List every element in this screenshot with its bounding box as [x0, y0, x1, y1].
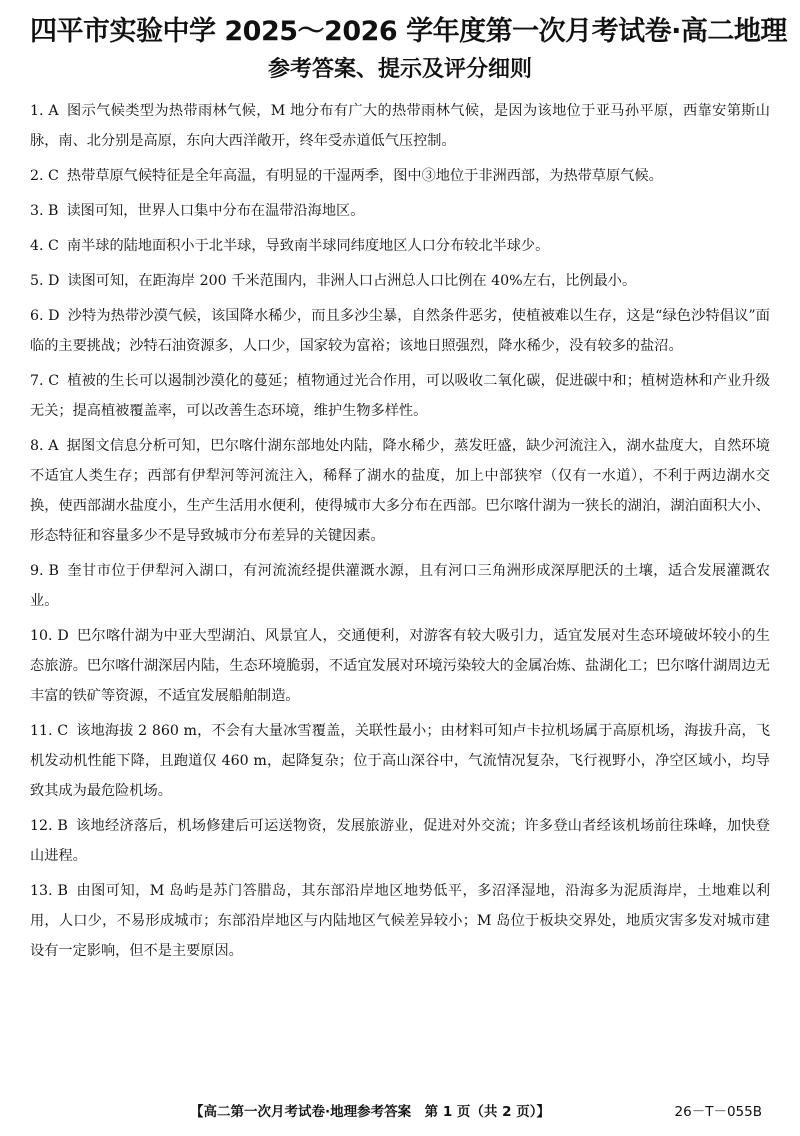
answer-explanation: 南半球的陆地面积小于北半球，导致南半球同纬度地区人口分布较北半球少。 — [66, 238, 550, 254]
answer-item — [30, 196, 770, 226]
answer-number: 1. A — [30, 103, 59, 119]
footer-page-info: 【高二第一次月考试卷·地理参考答案 第 1 页（共 2 页）】 — [190, 1104, 550, 1120]
answer-item — [30, 621, 770, 711]
answer-item — [30, 96, 770, 156]
answer-number: 6. D — [30, 308, 60, 324]
answer-explanation: 该地海拔 2 860 m，不会有大量冰雪覆盖，关联性最小；由材料可知卢卡拉机场属于高原机场，海拔升高，飞机发动机性能下降，且跑道仅 460 m，起降复杂；位于高山深谷中，气流情况复杂，飞行视野小，净空区域小，均导致其成为最危险机场。 — [30, 723, 771, 799]
answer-number: 8. A — [30, 438, 59, 454]
answer-item — [30, 811, 770, 871]
answer-number: 12. B — [30, 818, 68, 834]
answer-explanation: 巴尔喀什湖为中亚大型湖泊、风景宜人，交通便利，对游客有较大吸引力，适宜发展对生态环境破坏较小的生态旅游。巴尔喀什湖深居内陆，生态环境脆弱，不适宜发展对环境污染较大的金属冶炼、盐湖化工；巴尔喀什湖周边无丰富的铁矿等资源，不适宜发展船舶制造。 — [30, 628, 770, 704]
answer-explanation: 读图可知，在距海岸 200 千米范围内，非洲人口占洲总人口比例在 40%左右，比例最小。 — [67, 273, 637, 289]
answer-explanation: 该地经济落后，机场修建后可运送物资，发展旅游业，促进对外交流；许多登山者经该机场前往珠峰，加快登山进程。 — [30, 818, 770, 864]
answer-explanation: 据图文信息分析可知，巴尔喀什湖东部地处内陆，降水稀少，蒸发旺盛，缺少河流注入，湖水盐度大，自然环境不适宜人类生存；西部有伊犁河等河流注入，稀释了湖水的盐度，加上中部狭窄（仅有一水道），不利于两边湖水交换，使西部湖水盐度小，生产生活用水便利，使得城市大多分布在西部。巴尔喀什湖为一狭长的湖泊，湖泊面积大小、形态特征和容量多少不是导致城市分布差异的关键因素。 — [30, 438, 770, 544]
answer-number: 13. B — [30, 883, 68, 899]
answer-number: 10. D — [30, 628, 69, 644]
answer-item — [30, 366, 770, 426]
answer-explanation: 沙特为热带沙漠气候，该国降水稀少，而且多沙尘暴，自然条件恶劣，使植被难以生存，这是“绿色沙特倡议”面临的主要挑战；沙特石油资源多，人口少，国家较为富裕；该地日照强烈，降水稀少，没有较多的盐沼。 — [30, 308, 770, 354]
answer-item — [30, 716, 770, 806]
answer-item — [30, 431, 770, 551]
document-title: 四平市实验中学 2025～2026 学年度第一次月考试卷·高二地理 — [30, 16, 787, 47]
answer-number: 7. C — [30, 373, 60, 389]
answer-list — [30, 96, 770, 966]
answer-explanation: 图示气候类型为热带雨林气候，M 地分布有广大的热带雨林气候，是因为该地位于亚马孙平原，西靠安第斯山脉，南、北分别是高原，东向大西洋敞开，终年受赤道低气压控制。 — [30, 103, 770, 149]
answer-number: 11. C — [30, 723, 69, 739]
answer-item — [30, 876, 770, 966]
answer-item — [30, 231, 770, 261]
answer-explanation: 由图可知，M 岛屿是苏门答腊岛，其东部沿岸地区地势低平，多沼泽湿地，沿海多为泥质海岸，土地难以利用，人口少，不易形成城市；东部沿岸地区与内陆地区气候差异较小；M 岛位于板块交界处，地质灾害多发对城市建设有一定影响，但不是主要原因。 — [30, 883, 771, 959]
answer-item — [30, 556, 770, 616]
answer-number: 3. B — [30, 203, 59, 219]
answer-number: 5. D — [30, 273, 60, 289]
answer-explanation: 热带草原气候特征是全年高温，有明显的干湿两季，图中③地位于非洲西部，为热带草原气候。 — [66, 168, 663, 184]
answer-number: 2. C — [30, 168, 59, 184]
answer-explanation: 奎甘市位于伊犁河入湖口，有河流流经提供灌溉水源，且有河口三角洲形成深厚肥沃的土壤，适合发展灌溉农业。 — [30, 563, 770, 609]
answer-item — [30, 266, 770, 296]
document-subtitle: 参考答案、提示及评分细则 — [267, 57, 532, 82]
answer-number: 4. C — [30, 238, 59, 254]
answer-item — [30, 301, 770, 361]
answer-explanation: 读图可知，世界人口集中分布在温带沿海地区。 — [66, 203, 365, 219]
answer-item — [30, 161, 770, 191]
footer-code: 26－T－055B — [674, 1104, 762, 1120]
answer-explanation: 植被的生长可以遏制沙漠化的蔓延；植物通过光合作用，可以吸收二氧化碳，促进碳中和；植树造林和产业升级无关；提高植被覆盖率，可以改善生态环境，维护生物多样性。 — [30, 373, 770, 419]
answer-number: 9. B — [30, 563, 59, 579]
